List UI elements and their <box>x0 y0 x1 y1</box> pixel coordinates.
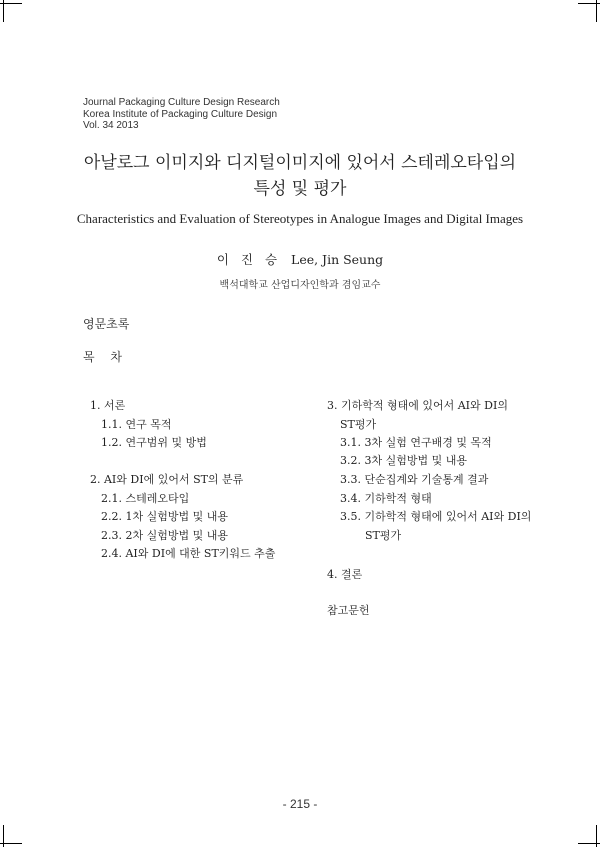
title-korean-line1: 아날로그 이미지와 디지털이미지에 있어서 스테레오타입의 <box>83 153 517 173</box>
toc-item: 4. 결론 <box>327 568 363 581</box>
toc-item: 3.4. 기하학적 형태 <box>340 492 432 505</box>
toc-item: 3.2. 3차 실험방법 및 내용 <box>340 454 467 467</box>
journal-header <box>83 97 280 132</box>
crop-mark-bottom-left-v <box>3 825 4 847</box>
journal-name: Journal Packaging Culture Design Research <box>83 97 280 108</box>
title-english: Characteristics and Evaluation of Stereotypes in Analogue Images and Digital Images <box>76 211 524 226</box>
journal-publisher: Korea Institute of Packaging Culture Design <box>83 108 277 120</box>
title-korean <box>0 150 600 202</box>
abstract-heading: 영문초록 <box>83 317 130 331</box>
toc-item: 3. 기하학적 형태에 있어서 AI와 DI의 <box>327 399 508 412</box>
toc-item: 3.3. 단순집계와 기술통계 결과 <box>340 473 489 486</box>
toc-item: ST평가 <box>340 418 377 431</box>
toc-item: 1. 서론 <box>90 399 126 412</box>
toc-item: 2.2. 1차 실험방법 및 내용 <box>101 510 228 523</box>
toc-item: 2.3. 2차 실험방법 및 내용 <box>101 529 228 542</box>
author-name-english: Lee, Jin Seung <box>291 252 384 267</box>
toc-item: 3.5. 기하학적 형태에 있어서 AI와 DI의 <box>340 510 532 523</box>
toc-item: 참고문헌 <box>327 604 370 617</box>
toc-item: ST평가 <box>365 529 402 542</box>
crop-mark-top-right-v <box>596 0 597 22</box>
journal-volume: Vol. 34 2013 <box>83 120 139 131</box>
toc-item: 1.2. 연구범위 및 방법 <box>101 436 207 449</box>
toc-item: 1.1. 연구 목적 <box>101 418 172 431</box>
toc-item: 2. AI와 DI에 있어서 ST의 분류 <box>90 473 244 486</box>
title-korean-line2: 특성 및 평가 <box>253 179 347 199</box>
crop-mark-top-left-v <box>3 0 4 22</box>
toc-item: 2.1. 스테레오타입 <box>101 492 190 505</box>
page-number: - 215 - <box>282 797 318 811</box>
toc-item: 2.4. AI와 DI에 대한 ST키워드 추출 <box>101 547 276 560</box>
toc-item: 3.1. 3차 실험 연구배경 및 목적 <box>340 436 492 449</box>
toc-heading: 목 차 <box>83 350 128 364</box>
author-name-korean: 이 진 승 <box>216 252 282 267</box>
crop-mark-bottom-right-v <box>596 825 597 847</box>
author-line <box>0 250 600 268</box>
author-affiliation: 백석대학교 산업디자인학과 겸임교수 <box>219 280 381 291</box>
